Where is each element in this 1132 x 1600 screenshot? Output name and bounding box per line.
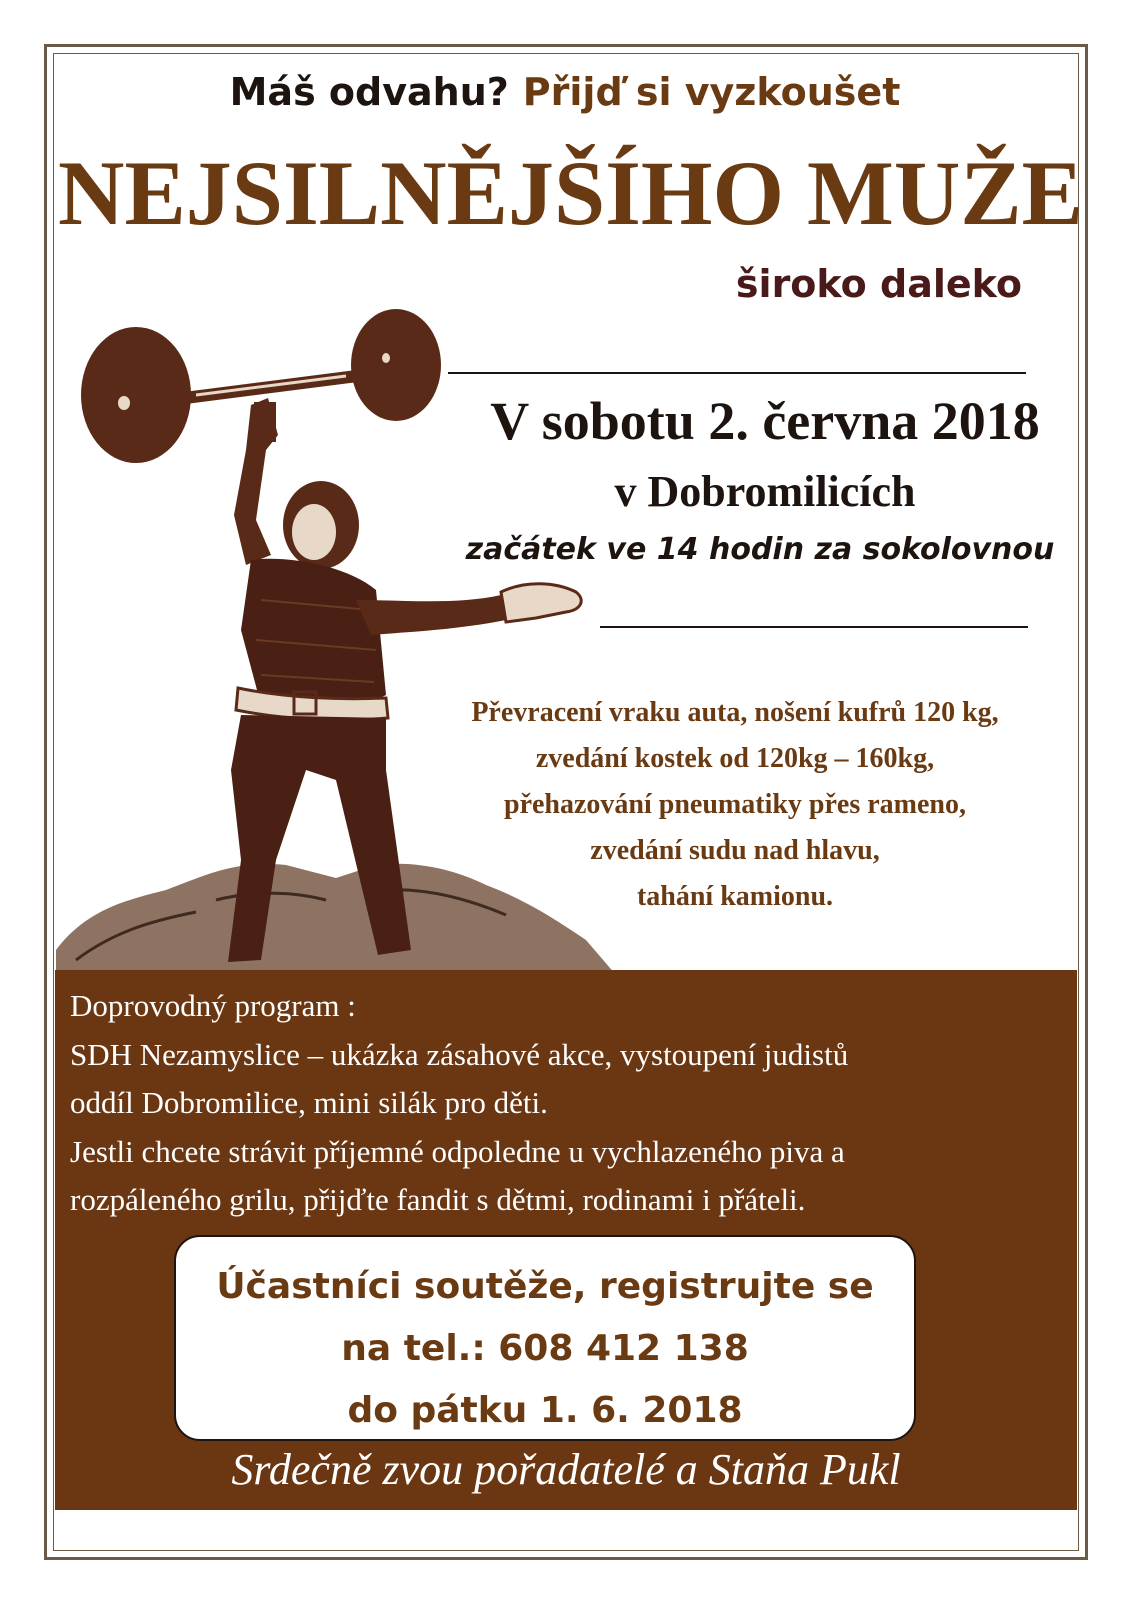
headline-question: Máš odvahu? bbox=[229, 70, 509, 114]
program-line: Jestli chcete strávit příjemné odpoledne u vychlazeného piva a bbox=[70, 1133, 845, 1169]
program-text bbox=[70, 982, 1060, 1225]
registration-deadline: do pátku 1. 6. 2018 bbox=[347, 1390, 743, 1431]
program-line: SDH Nezamyslice – ukázka zásahové akce, vystoupení judistů bbox=[70, 1036, 849, 1072]
event-item: přehazování pneumatiky přes rameno, bbox=[504, 789, 966, 820]
event-item: tahání kamionu. bbox=[636, 881, 834, 912]
event-date: V sobotu 2. června 2018 bbox=[490, 391, 1040, 451]
closing-line: Srdečně zvou pořadatelé a Staňa Pukl bbox=[231, 1445, 901, 1494]
registration-line: Účastníci soutěže, registrujte se bbox=[216, 1266, 874, 1307]
headline-invite: Přijď si vyzkoušet bbox=[522, 70, 901, 114]
event-item: zvedání sudu nad hlavu, bbox=[590, 835, 880, 866]
main-title: NEJSILNĚJŠÍHO MUŽE bbox=[58, 142, 1084, 244]
divider-top bbox=[448, 372, 1026, 374]
divider-bottom bbox=[600, 626, 1028, 628]
registration-text bbox=[174, 1256, 916, 1442]
event-item: Převracení vraku auta, nošení kufrů 120 kg, bbox=[471, 697, 999, 728]
program-line: Doprovodný program : bbox=[70, 988, 356, 1023]
program-line: rozpáleného grilu, přijďte fandit s dětmi, rodinami i přáteli. bbox=[70, 1182, 806, 1217]
event-item: zvedání kostek od 120kg – 160kg, bbox=[535, 743, 935, 774]
event-place: v Dobromilicích bbox=[614, 467, 916, 516]
program-line: oddíl Dobromilice, mini silák pro děti. bbox=[70, 1085, 548, 1120]
subtitle: široko daleko bbox=[735, 262, 1022, 306]
start-time: začátek ve 14 hodin za sokolovnou bbox=[465, 532, 1055, 567]
headline bbox=[60, 70, 1070, 114]
registration-phone: na tel.: 608 412 138 bbox=[341, 1328, 749, 1369]
events-list bbox=[400, 690, 1070, 920]
